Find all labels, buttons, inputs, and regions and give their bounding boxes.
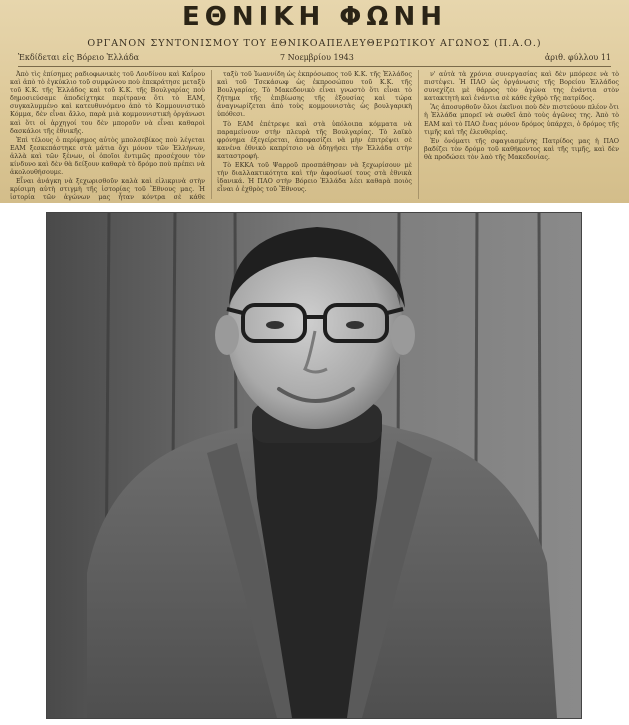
eye-right — [346, 321, 364, 329]
article-paragraph: Ἐπὶ τέλους ὁ περίφημος αὐτὸς μπολσεβίκος ποὺ λέγεται ΕΑΜ ξεσκεπάστηκε στὰ μάτια ὄχι μόνον τῶν Ἑλλήνων, ἀλλὰ καὶ τῶν ξένων, οἱ ὁποῖοι ἐντιμῶς προσέχουν τὸν κίνδυνο καὶ δὲν θὰ δείξουν καθαρὰ τὸ δρόμο ποὺ πρέπει νὰ ἀκολουθήσουμε. — [10, 135, 205, 177]
article-paragraph: Τὸ ΕΚΚΑ τοῦ Ψαρροῦ προσπάθησαν νὰ ξεχωρίσουν μὲ τὴν διαλλακτικότητα καὶ τὴν ἀφοσίωσί τους στὰ ἐθνικὰ ἰδανικά. Ἡ ΠΑΟ στὴν Βόρειο Ἑλλάδα λέει καθαρὰ ποιὸς εἶναι ὁ ἐχθρὸς τοῦ Ἔθνους. — [217, 161, 412, 194]
separator — [0, 203, 629, 213]
dateline-place: Ἐκδίδεται εἰς Βόρειο Ἑλλάδα — [18, 53, 140, 62]
newspaper-clipping — [0, 0, 629, 203]
article-paragraph: Τὸ ΕΑΜ ἐπέτρεψε καὶ στὰ ὑπόλοιπα κόμματα νὰ παραμείνουν στὴν πλευρὰ τῆς Βουλγαρίας. Τὸ λαϊκὸ φρόνημα ἐξεγείρεται, ἀποφασίζει νὰ μὴν ἐπιτρέψει σὲ κανένα ἐθνικὸ καπρίτσιο νὰ ὁδηγήσει τὴν Ἑλλάδα στὴν καταστροφή. — [217, 119, 412, 160]
newspaper-subtitle: ΟΡΓΑΝΟΝ ΣΥΝΤΟΝΙΣΜΟΥ ΤΟΥ ΕΘΝΙΚΟΑΠΕΛΕΥΘΕΡΩΤΙΚΟΥ ΑΓΩΝΟΣ (Π.Α.Ο.) — [87, 38, 542, 49]
dateline-date: 7 Νοεμβρίου 1943 — [280, 53, 354, 62]
article-column-1 — [10, 70, 205, 202]
newspaper-masthead: ΕΘΝΙΚΗ ΦΩΝΗ — [182, 2, 447, 32]
article-column-2 — [211, 70, 412, 199]
eye-left — [266, 321, 284, 329]
article-paragraph: ταξὺ τοῦ Ἰωαννίδη ὡς ἐκπρόσωπος τοῦ Κ.Κ. τῆς Ἑλλάδος καὶ τοῦ Τσεκάσωφ ὡς ἐκπροσώπου τοῦ Κ.Κ. τῆς Βουλγαρίας. Τὸ Μακεδονικὸ εἶναι γνωστὸ ὅτι εἶναι τὸ ζήτημα τῆς ἐπιβίωσης τῆς ἐξουσίας καὶ τώρα ἀναγνωρίζεται ἀπὸ τοὺς κομμουνιστὰς ὡς βουλγαρικὴ ὑπόθεσι. — [217, 70, 412, 119]
article-paragraph: Ἀπὸ τὶς ἐπίσημες ραδιοφωνικὲς τοῦ Λονδίνου καὶ Καΐρου καὶ ἀπὸ τὸ ἐγκύκλιο τοῦ συμφώνου ποὺ ἐπεκράτησε μεταξὺ τοῦ Κ.Κ. τῆς Ἑλλάδος καὶ τοῦ Κ.Κ. τῆς Βουλγαρίας ποὺ δημοσιεύσαμε ἀποδείχτηκε περίτρανα ὅτι τὸ ΕΑΜ, συγκαλυμμένο καὶ κατευθυνόμενο ἀπὸ τὸ Κομμουνιστικὸ Κόμμα, δὲν εἶναι ἄλλο, παρὰ μιὰ κομμουνιστικὴ ὀργάνωσι καὶ ὅτι οἱ ἀρχηγοί του δὲν μποροῦν νὰ εἶναι καθαροὶ δασκάλοι τῆς ἐθνικῆς. — [10, 70, 205, 135]
article-paragraph: ν' αὐτὰ τὰ χρόνια συνεργασίας καὶ δὲν μπόρεσε νὰ τὸ πιστέψει. Ἡ ΠΑΟ ὡς ὀργάνωσις τῆς Βορείου Ἑλλάδος συνεχίζει μὲ θάρρος τὸν ἀγώνα της ἐνάντια στὸν κατακτητὴ καὶ ἐνάντια σὲ κάθε ἐχθρὸ τῆς πατρίδος. — [424, 70, 619, 103]
article-columns — [10, 70, 619, 202]
newspaper-dateline — [18, 53, 611, 67]
article-paragraph: Ἐν ὀνόματι τῆς σφαγιασμένης Πατρίδος μας ἡ ΠΑΟ βαδίζει τὸν δρόμο τοῦ καθήκοντος καὶ τῆς τιμῆς, καὶ δὲν θὰ προδώσει τὸν λαὸ τῆς Μακεδονίας. — [424, 136, 619, 161]
dateline-issue: ἀριθ. φύλλου 11 — [544, 53, 611, 62]
article-paragraph: Εἶναι ἀνάγκη νὰ ξεχωρισθοῦν καλὰ καὶ εἰλικρινὰ στὴν κρίσιμη αὐτὴ στιγμὴ τῆς ἱστορίας τοῦ Ἔθνους μας. Ἡ ἱστορία τῶν ἀγώνων μας ἦταν κόντρα σὲ κάθε — [10, 177, 205, 202]
portrait-photo — [47, 213, 581, 718]
ear-right — [391, 315, 415, 355]
article-column-3 — [418, 70, 619, 199]
ear-left — [215, 315, 239, 355]
portrait-drawing — [47, 213, 581, 718]
article-paragraph: Ἂς ἀποσυρθοῦν ὅλοι ἐκεῖνοι ποὺ δὲν πιστεύουν πλέον ὅτι ἡ Ἑλλάδα μπορεῖ νὰ σωθεῖ ἀπὸ τοὺς ἀγῶνες της. Ἀπὸ τὸ ΕΑΜ καὶ τὸ ΠΑΟ ἕνας μόνον δρόμος ὑπάρχει, ὁ δρόμος τῆς τιμῆς καὶ τῆς ἐλευθερίας. — [424, 103, 619, 136]
